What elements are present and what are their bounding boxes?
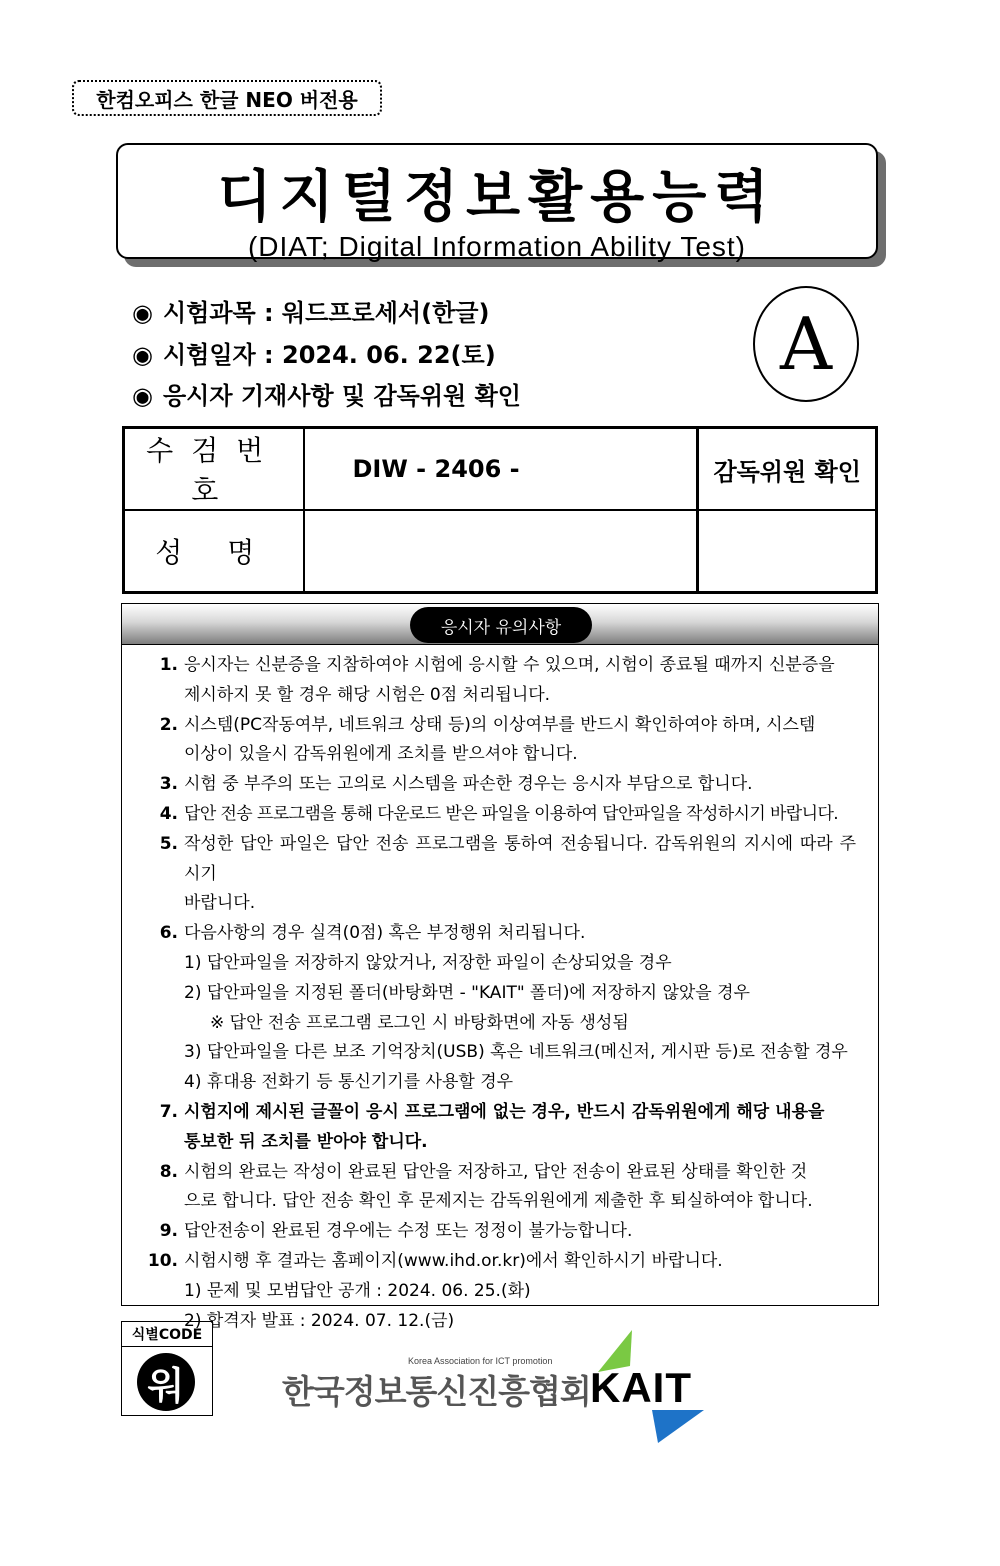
exam-type-circle: A bbox=[753, 286, 859, 402]
sub-item: 4) 휴대용 전화기 등 통신기기를 사용할 경우 bbox=[184, 1072, 514, 1093]
list-item: 7. 시험지에 제시된 글꼴이 응시 프로그램에 없는 경우, 반드시 감독위원에게 해당 내용을 통보한 뒤 조치를 받아야 합니다. bbox=[159, 1101, 825, 1152]
supervisor-signature-field[interactable] bbox=[698, 510, 877, 593]
sub-item: 3) 답안파일을 다른 보조 기억장치(USB) 혹은 네트워크(메신저, 게시판 등)로 전송할 경우 bbox=[184, 1042, 848, 1063]
notes-list bbox=[122, 645, 878, 1336]
list-item: 4. 답안 전송 프로그램을 통해 다운로드 받은 파일을 이용하여 답안파일을 작성하시기 바랍니다. bbox=[159, 803, 839, 824]
edition-badge: 한컴오피스 한글 NEO 버전용 bbox=[72, 80, 382, 116]
list-item: 9. 답안전송이 완료된 경우에는 수정 또는 정정이 불가능합니다. bbox=[159, 1221, 633, 1242]
org-english-name: Korea Association for ICT promotion bbox=[408, 1356, 553, 1366]
bullet-icon: ◉ bbox=[132, 382, 153, 410]
exam-number-field[interactable]: DIW - 2406 - bbox=[304, 428, 698, 511]
list-item: 10. 시험시행 후 결과는 홈페이지(www.ihd.or.kr)에서 확인하시기 바랍니다. bbox=[147, 1250, 723, 1271]
page-title: 디지털정보활용능력 bbox=[217, 165, 777, 230]
list-item: 6. 다음사항의 경우 실격(0점) 혹은 부정행위 처리됩니다. bbox=[159, 923, 586, 944]
list-item: 2. 시스템(PC작동여부, 네트워크 상태 등)의 이상여부를 반드시 확인하여야 하며, 시스템 이상이 있을시 감독위원에게 조치를 받으셔야 합니다. bbox=[159, 714, 816, 765]
sub-item: 2) 합격자 발표 : 2024. 07. 12.(금) bbox=[184, 1310, 455, 1331]
org-logo-text: KAIT bbox=[590, 1364, 692, 1411]
list-item: 5. 작성한 답안 파일은 답안 전송 프로그램을 통하여 전송됩니다. 감독위원의 지시에 따라 주시기 바랍니다. bbox=[159, 833, 856, 914]
bullet-icon: ◉ bbox=[132, 299, 153, 327]
title-box bbox=[116, 143, 878, 262]
notes-header: 응시자 유의사항 bbox=[410, 607, 592, 643]
supervisor-label: 감독위원 확인 bbox=[698, 428, 877, 511]
name-label: 성 명 bbox=[124, 510, 304, 593]
list-item: 1. 응시자는 신분증을 지참하여야 시험에 응시할 수 있으며, 시험이 종료될 때까지 신분증을 제시하지 못 할 경우 해당 시험은 0점 처리됩니다. bbox=[159, 655, 835, 705]
org-name: 한국정보통신진흥협회 bbox=[282, 1372, 591, 1411]
code-label: 식별CODE bbox=[122, 1322, 212, 1347]
sub-item: 1) 답안파일을 저장하지 않았거나, 저장한 파일이 손상되었을 경우 bbox=[184, 952, 672, 973]
sub-item: 2) 답안파일을 지정된 폴더(바탕화면 - "KAIT" 폴더)에 저장하지 않았을 경우 bbox=[184, 982, 750, 1003]
sub-note: ※ 답안 전송 프로그램 로그인 시 바탕화면에 자동 생성됨 bbox=[210, 1012, 629, 1033]
exam-date: ◉ 시험일자 : 2024. 06. 22(토) bbox=[132, 341, 496, 369]
notes-header-bar bbox=[122, 604, 878, 645]
list-item: 3. 시험 중 부주의 또는 고의로 시스템을 파손한 경우는 응시자 부담으로 합니다. bbox=[159, 774, 753, 795]
exam-number-label: 수검번호 bbox=[124, 428, 304, 511]
examinee-info-heading: ◉ 응시자 기재사항 및 감독위원 확인 bbox=[132, 382, 521, 410]
exam-subject: ◉ 시험과목 : 워드프로세서(한글) bbox=[132, 299, 490, 327]
code-circle: 워 bbox=[137, 1353, 195, 1411]
bullet-icon: ◉ bbox=[132, 341, 153, 369]
examinee-form bbox=[122, 426, 878, 594]
page-subtitle: (DIAT; Digital Information Ability Test) bbox=[247, 231, 746, 262]
notes-section bbox=[121, 603, 879, 1331]
sub-item: 1) 문제 및 모범답안 공개 : 2024. 06. 25.(화) bbox=[184, 1280, 531, 1301]
identification-code-box bbox=[121, 1321, 213, 1416]
list-item: 8. 시험의 완료는 작성이 완료된 답안을 저장하고, 답안 전송이 완료된 상태를 확인한 것 으로 합니다. 답안 전송 확인 후 문제지는 감독위원에게 제출한 후 퇴실하여야 합니다. bbox=[159, 1161, 813, 1212]
name-field[interactable] bbox=[304, 510, 698, 593]
